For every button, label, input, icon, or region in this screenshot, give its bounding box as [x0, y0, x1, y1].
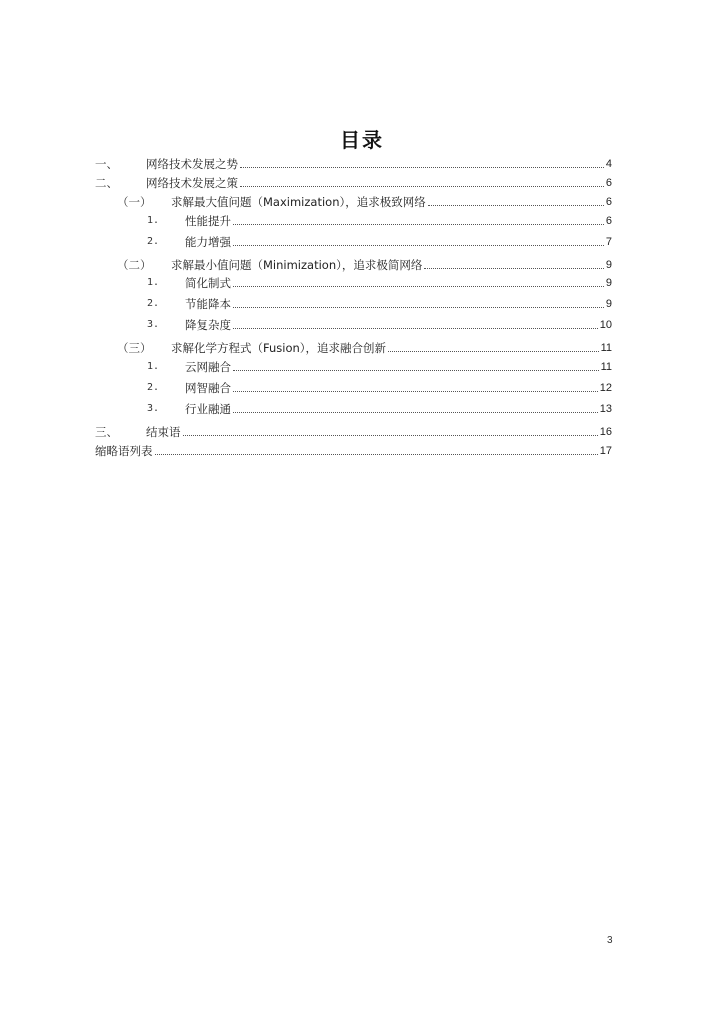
toc-entry-number: 一、	[95, 157, 118, 171]
dot-leader	[233, 245, 604, 246]
toc-entry-number: 1.	[147, 361, 160, 372]
toc-entry[interactable]	[117, 195, 612, 209]
toc-entry-label: 网络技术发展之策	[146, 176, 238, 190]
toc-entry-page: 9	[605, 259, 612, 271]
toc-entry-number: （一）	[117, 195, 152, 209]
toc-entry-number: 二、	[95, 176, 118, 190]
dot-leader	[233, 412, 598, 413]
dot-leader	[233, 224, 604, 225]
dot-leader	[233, 370, 599, 371]
toc-entry-label: 降复杂度	[185, 318, 231, 332]
toc-entry-page: 11	[600, 342, 612, 354]
toc-entry-number: 2.	[147, 236, 160, 247]
toc-entry-page: 17	[599, 445, 612, 457]
dot-leader	[240, 186, 604, 187]
toc-entry-label: 行业融通	[185, 402, 231, 416]
toc-entry-number: 2.	[147, 298, 160, 309]
toc-entry[interactable]	[147, 214, 612, 228]
toc-entry-page: 6	[605, 215, 612, 227]
toc-entry-label: 能力增强	[185, 235, 231, 249]
toc-entry-number: 1.	[147, 215, 160, 226]
toc-entry[interactable]	[95, 444, 612, 458]
toc-entry[interactable]	[147, 276, 612, 290]
toc-entry[interactable]	[147, 402, 612, 416]
dot-leader	[388, 351, 599, 352]
toc-entry[interactable]	[147, 235, 612, 249]
dot-leader	[155, 454, 598, 455]
toc-entry-label: 结束语	[146, 425, 181, 439]
toc-entry-label: 求解最小值问题（Minimization），追求极简网络	[171, 258, 423, 272]
toc-entry-number: 3.	[147, 319, 160, 330]
dot-leader	[240, 167, 604, 168]
toc-entry-number: （二）	[117, 258, 152, 272]
toc-entry-number: （三）	[117, 341, 152, 355]
toc-entry-number: 3.	[147, 403, 160, 414]
toc-entry-label: 性能提升	[185, 214, 231, 228]
toc-entry-page: 11	[600, 361, 612, 373]
toc-entry-page: 6	[605, 196, 612, 208]
toc-entry[interactable]	[147, 360, 612, 374]
toc-entry-label: 缩略语列表	[95, 444, 153, 458]
toc-entry-page: 9	[605, 277, 612, 289]
dot-leader	[183, 435, 598, 436]
toc-entry-page: 10	[599, 319, 612, 331]
toc-entry[interactable]	[147, 318, 612, 332]
toc-entry-page: 9	[605, 298, 612, 310]
toc-entry-label: 求解最大值问题（Maximization），追求极致网络	[171, 195, 426, 209]
toc-entry[interactable]	[95, 176, 612, 190]
toc-entry-number: 1.	[147, 277, 160, 288]
toc-entry-page: 13	[599, 403, 612, 415]
toc-entry[interactable]	[147, 381, 612, 395]
toc-entry-label: 网智融合	[185, 381, 231, 395]
dot-leader	[233, 391, 598, 392]
toc-entry-page: 4	[605, 158, 612, 170]
toc-entry-page: 12	[599, 382, 612, 394]
toc-entry-page: 16	[599, 426, 612, 438]
toc-entry-number: 2.	[147, 382, 160, 393]
toc-entry-page: 6	[605, 177, 612, 189]
toc-entry[interactable]	[117, 341, 612, 355]
document-title: 目录	[340, 128, 384, 152]
toc-entry-label: 云网融合	[185, 360, 231, 374]
toc-entry-number: 三、	[95, 425, 118, 439]
toc-entry-label: 简化制式	[185, 276, 231, 290]
toc-entry-page: 7	[605, 236, 612, 248]
dot-leader	[233, 286, 604, 287]
dot-leader	[233, 328, 598, 329]
dot-leader	[428, 205, 604, 206]
page-number: 3	[607, 935, 613, 946]
toc-entry-label: 求解化学方程式（Fusion），追求融合创新	[171, 341, 387, 355]
toc-entry-label: 节能降本	[185, 297, 231, 311]
toc-entry[interactable]	[95, 157, 612, 171]
toc-entry[interactable]	[117, 258, 612, 272]
toc-entry-label: 网络技术发展之势	[146, 157, 238, 171]
toc-entry[interactable]	[147, 297, 612, 311]
toc-entry[interactable]	[95, 425, 612, 439]
dot-leader	[424, 268, 604, 269]
dot-leader	[233, 307, 604, 308]
